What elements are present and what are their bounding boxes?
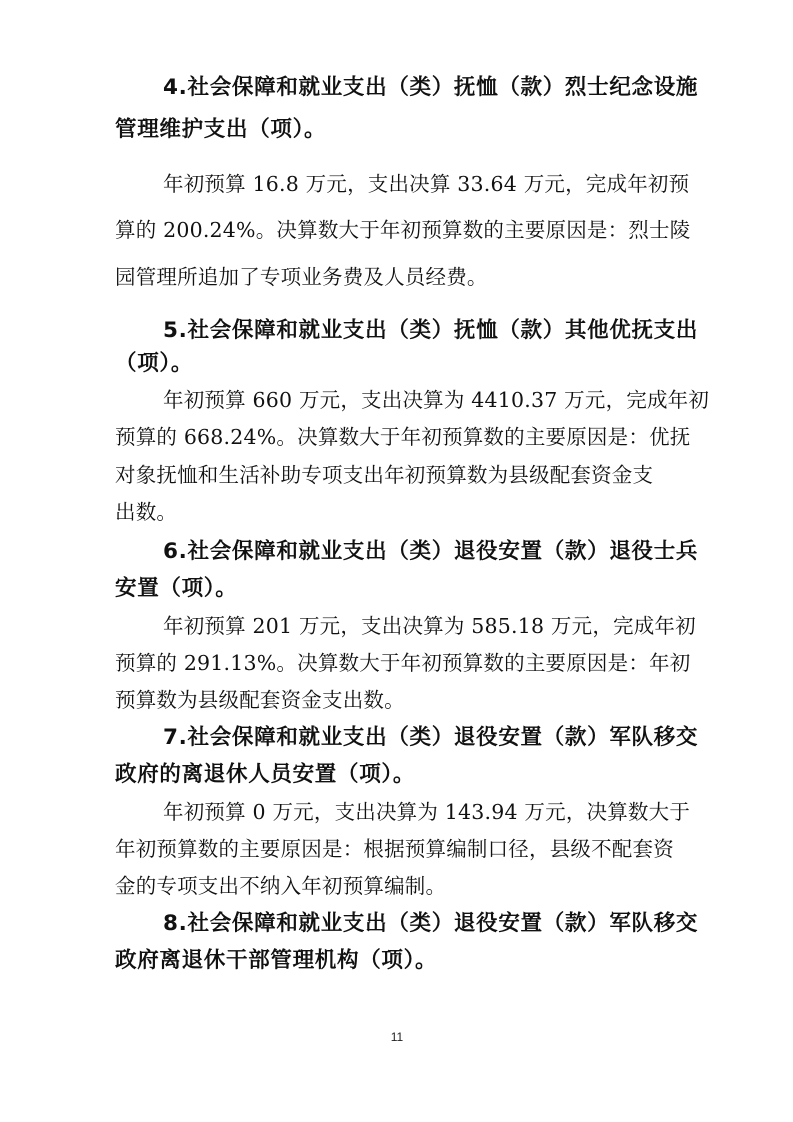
section-heading-7-line-2: 政府的离退休人员安置（项）。 — [115, 762, 416, 787]
page-number: 11 — [390, 1030, 404, 1044]
section-heading-6-line-1: 6.社会保障和就业支出（类）退役安置（款）退役士兵 — [163, 539, 699, 564]
section-5-body-line-3: 对象抚恤和生活补助专项支出年初预算数为县级配套资金支 — [115, 463, 654, 487]
section-5-body-line-2: 预算的 668.24%。决算数大于年初预算数的主要原因是：优抚 — [115, 425, 691, 449]
section-4-body-line-3: 园管理所追加了专项业务费及人员经费。 — [115, 265, 488, 289]
section-7-body-line-1: 年初预算 0 万元，支出决算为 143.94 万元，决算数大于 — [163, 800, 691, 824]
section-heading-8-line-2: 政府离退休干部管理机构（项）。 — [115, 948, 438, 973]
section-6-body-line-3: 预算数为县级配套资金支出数。 — [115, 688, 405, 712]
section-heading-5-line-2: （项）。 — [115, 351, 194, 376]
section-7-body-line-2: 年初预算数的主要原因是：根据预算编制口径，县级不配套资 — [115, 837, 674, 861]
section-4-body-line-2: 算的 200.24%。决算数大于年初预算数的主要原因是：烈士陵 — [115, 218, 691, 242]
section-heading-4-line-2: 管理维护支出（项）。 — [115, 117, 327, 142]
section-7-body-line-3: 金的专项支出不纳入年初预算编制。 — [115, 874, 447, 898]
section-5-body-line-1: 年初预算 660 万元，支出决算为 4410.37 万元，完成年初 — [163, 388, 710, 412]
section-4-body-line-1: 年初预算 16.8 万元，支出决算 33.64 万元，完成年初预 — [163, 172, 690, 196]
section-6-body-line-1: 年初预算 201 万元，支出决算为 585.18 万元，完成年初 — [163, 614, 696, 638]
section-6-body-line-2: 预算的 291.13%。决算数大于年初预算数的主要原因是：年初 — [115, 651, 691, 675]
section-heading-5-line-1: 5.社会保障和就业支出（类）抚恤（款）其他优抚支出 — [163, 318, 699, 343]
section-heading-4-line-1: 4.社会保障和就业支出（类）抚恤（款）烈士纪念设施 — [163, 75, 699, 100]
section-heading-7-line-1: 7.社会保障和就业支出（类）退役安置（款）军队移交 — [163, 725, 699, 750]
section-heading-6-line-2: 安置（项）。 — [115, 576, 238, 601]
section-heading-8-line-1: 8.社会保障和就业支出（类）退役安置（款）军队移交 — [163, 911, 699, 936]
section-5-body-line-4: 出数。 — [115, 500, 178, 524]
